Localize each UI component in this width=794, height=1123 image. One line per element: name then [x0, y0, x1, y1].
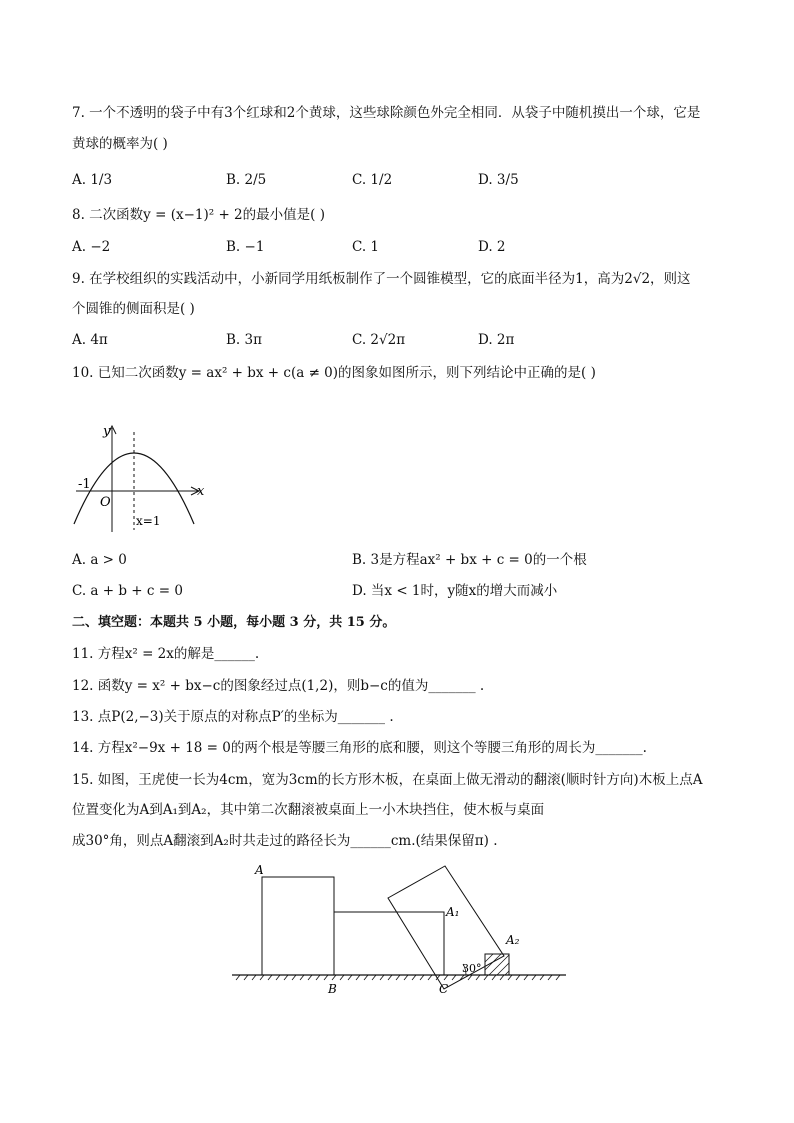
q7-option-a: A. 1/3: [72, 172, 113, 188]
q7-option-d: D. 3/5: [478, 172, 519, 188]
q13-text: 13. 点P(2,−3)关于原点的对称点P′的坐标为_______ .: [72, 709, 394, 725]
q15-board-figure: [226, 858, 576, 998]
q7-stem-line2: 黄球的概率为( ): [72, 136, 168, 152]
label-A2: A₂: [506, 933, 520, 947]
x-axis-label: x: [197, 484, 205, 499]
q10-option-d: D. 当x < 1时，y随x的增大而减小: [352, 583, 558, 599]
label-B: B: [328, 982, 337, 996]
q11-text: 11. 方程x² = 2x的解是______.: [72, 646, 260, 662]
q9-option-b: B. 3π: [226, 332, 262, 348]
q8-option-d: D. 2: [478, 239, 506, 255]
q8-option-a: A. −2: [72, 239, 111, 255]
section-2-title: 二、填空题：本题共 5 小题，每小题 3 分，共 15 分。: [72, 615, 396, 630]
q10-option-b: B. 3是方程ax² + bx + c = 0的一个根: [352, 552, 587, 568]
q8-option-c: C. 1: [352, 239, 380, 255]
label-A: A: [255, 863, 264, 877]
label-A1: A₁: [446, 905, 460, 919]
table-hatching: [236, 975, 560, 980]
q10-option-c: C. a + b + c = 0: [72, 583, 183, 599]
q14-text: 14. 方程x²−9x + 18 = 0的两个根是等腰三角形的底和腰，则这个等腰三角形的周长为_______.: [72, 740, 647, 756]
q7-stem-line1: 7. 一个不透明的袋子中有3个红球和2个黄球，这些球除颜色外完全相同．从袋子中随机摸出一个球，它是: [72, 105, 701, 121]
q7-option-b: B. 2/5: [226, 172, 267, 188]
symmetry-axis-label: x=1: [136, 514, 161, 528]
q9-option-d: D. 2π: [478, 332, 515, 348]
q9-option-c: C. 2√2π: [352, 332, 406, 348]
q15-stem-line1: 15. 如图，王虎使一长为4cm，宽为3cm的长方形木板，在桌面上做无滑动的翻滚(顺时针方向)木板上点A: [72, 772, 703, 788]
y-axis-label: y: [103, 424, 111, 439]
board-position-3: [388, 866, 504, 989]
q9-stem-line1: 9. 在学校组织的实践活动中，小新同学用纸板制作了一个圆锥模型，它的底面半径为1，高为2√2，则这: [72, 271, 691, 287]
angle-label: 30°: [462, 962, 482, 975]
q10-parabola-figure: [72, 420, 212, 535]
board-position-1: [262, 877, 334, 975]
q9-option-a: A. 4π: [72, 332, 108, 348]
label-C: C: [439, 982, 449, 996]
q8-stem: 8. 二次函数y = (x−1)² + 2的最小值是( ): [72, 207, 325, 223]
neg-one-label: -1: [78, 477, 91, 492]
q9-stem-line2: 个圆锥的侧面积是( ): [72, 301, 195, 317]
q12-text: 12. 函数y = x² + bx−c的图象经过点(1,2)，则b−c的值为_______ .: [72, 678, 485, 694]
q8-option-b: B. −1: [226, 239, 265, 255]
q7-option-c: C. 1/2: [352, 172, 393, 188]
q10-stem: 10. 已知二次函数y = ax² + bx + c(a ≠ 0)的图象如图所示，则下列结论中正确的是( ): [72, 365, 596, 381]
q10-option-a: A. a > 0: [72, 552, 127, 568]
q15-stem-line2: 位置变化为A到A₁到A₂，其中第二次翻滚被桌面上一小木块挡住，使木板与桌面: [72, 802, 545, 818]
board-position-2: [334, 912, 444, 975]
origin-label: O: [100, 495, 111, 510]
q15-stem-line3: 成30°角，则点A翻滚到A₂时共走过的路径长为______cm.(结果保留π) .: [72, 833, 498, 849]
